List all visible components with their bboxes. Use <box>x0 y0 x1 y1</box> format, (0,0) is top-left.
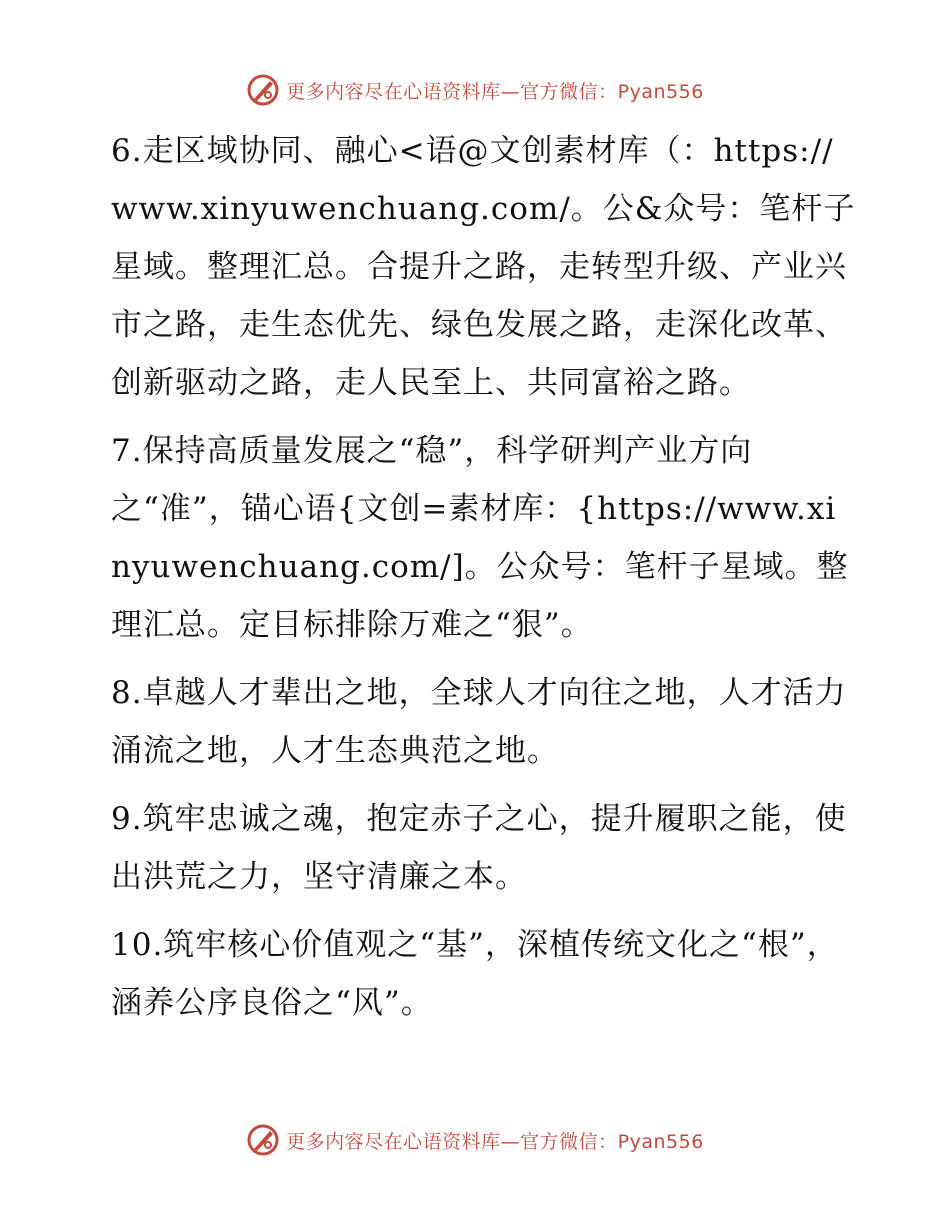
document-body <box>97 122 857 1042</box>
paragraph-10: 10.筑牢核心价值观之“基”，深植传统文化之“根”，涵养公序良俗之“风”。 <box>111 927 839 1021</box>
paragraph-6: 6.走区域协同、融心<语@文创素材库（：https://www.xinyuwenchuang.com/。公&众号：笔杆子星域。整理汇总。合提升之路，走转型升级、产业兴市之路，走生态优先、绿色发展之路，走深化改革、创新驱动之路，走人民至上、共同富裕之路。 <box>111 133 856 401</box>
footer-banner <box>0 1120 950 1160</box>
quill-logo-icon <box>246 73 280 107</box>
paragraph-8: 8.卓越人才辈出之地，全球人才向往之地，人才活力涌流之地，人才生态典范之地。 <box>111 675 847 769</box>
paragraph-7: 7.保持高质量发展之“稳”，科学研判产业方向之“准”，锚心语{文创=素材库：{https://www.xinyuwenchuang.com/]。公众号：笔杆子星域。整理汇总。定目标排除万难之“狠”。 <box>111 433 849 643</box>
paragraph-9: 9.筑牢忠诚之魂，抱定赤子之心，提升履职之能，使出洪荒之力，坚守清廉之本。 <box>111 801 847 895</box>
quill-logo-icon <box>246 1123 280 1157</box>
header-banner-text: 更多内容尽在心语资料库—官方微信：Pyan556 <box>286 80 704 103</box>
footer-banner-text: 更多内容尽在心语资料库—官方微信：Pyan556 <box>286 1130 704 1153</box>
header-banner <box>0 70 950 110</box>
